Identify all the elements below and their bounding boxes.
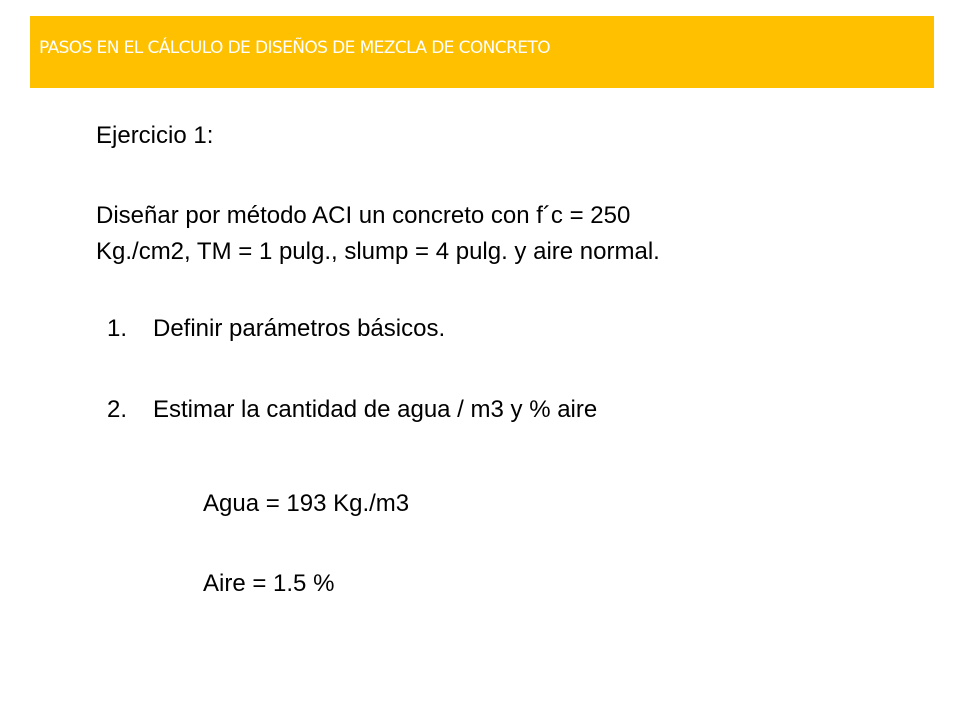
step-number: 1. — [107, 315, 128, 342]
step-number: 2. — [107, 396, 128, 423]
exercise-title: Ejercicio 1: — [96, 122, 214, 149]
slide-title: PASOS EN EL CÁLCULO DE DISEÑOS DE MEZCLA DE CONCRETO — [39, 38, 550, 58]
step-text: Definir parámetros básicos. — [153, 315, 446, 342]
result-water: Agua = 193 Kg./m3 — [203, 490, 410, 517]
result-air: Aire = 1.5 % — [203, 570, 335, 597]
statement-line-1: Diseñar por método ACI un concreto con f´c = 250 — [96, 202, 631, 229]
exercise-statement — [96, 198, 876, 270]
step-item-2 — [107, 396, 597, 424]
statement-line-2: Kg./cm2, TM = 1 pulg., slump = 4 pulg. y aire normal. — [96, 238, 660, 265]
header-bar — [30, 16, 934, 88]
step-item-1 — [107, 315, 445, 343]
step-text: Estimar la cantidad de agua / m3 y % aire — [153, 396, 598, 423]
